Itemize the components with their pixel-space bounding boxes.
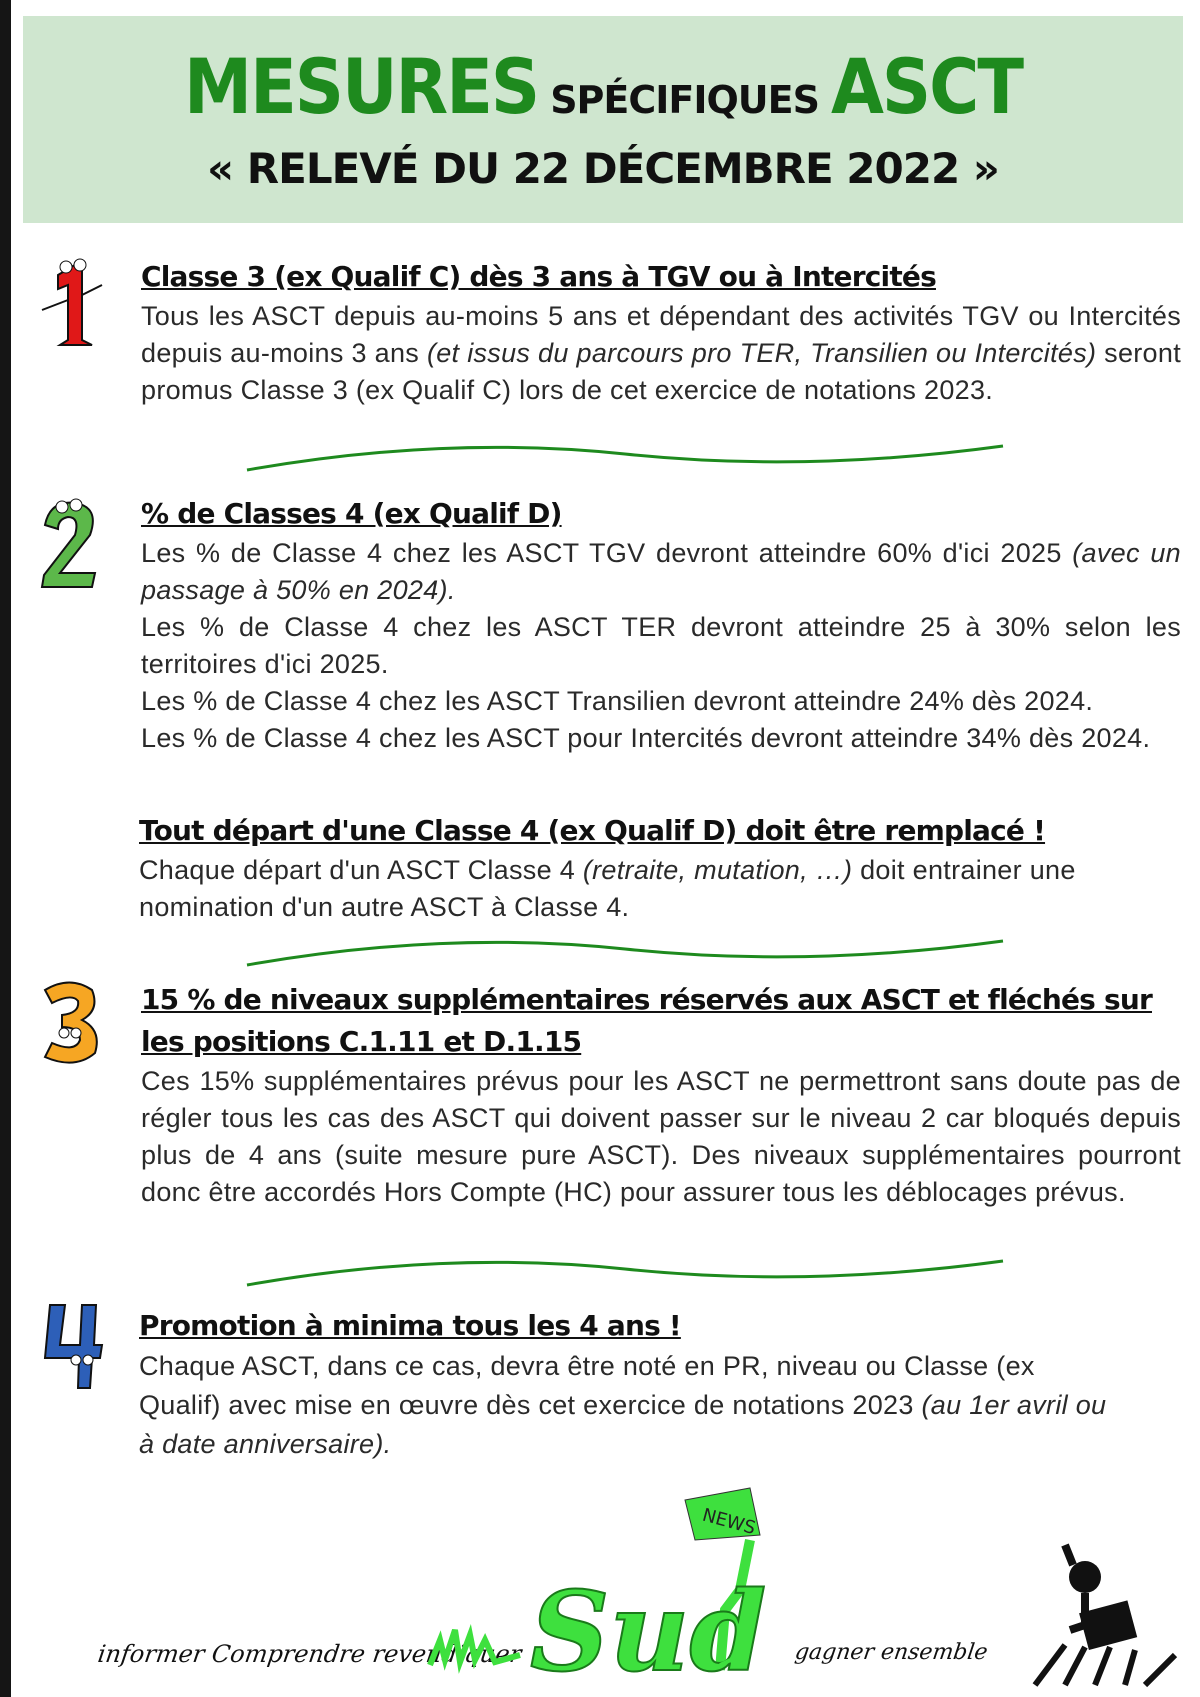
section-2 [141,493,1181,757]
section-2-line-2: Les % de Classe 4 chez les ASCT TER devront atteindre 25 à 30% selon les territoires d'ici 2025. [141,612,1181,679]
sud-rail-mascot-icon [1025,1535,1185,1695]
wave-divider [245,440,1005,476]
section-2-line-3: Les % de Classe 4 chez les ASCT Transilien devront atteindre 24% dès 2024. [141,686,1094,716]
section-4 [139,1305,1179,1464]
footer-slogan-left: informer Comprendre revendiquer [96,1640,524,1668]
section-1 [141,256,1181,409]
svg-text:NEWS: NEWS [700,1504,758,1539]
section-1-text: Tous les ASCT depuis au-moins 5 ans et dépendant des activités TGV ou Intercités depuis au-moins 3 ans (et issus du parcours pro TER, Transilien ou Intercités) seront promus Classe 3 (ex Qualif C) lors de cet exercice de notations 2023. [141,301,1181,405]
title-asct: ASCT [830,42,1022,131]
section-2-line-4: Les % de Classe 4 chez les ASCT pour Intercités devront atteindre 34% dès 2024. [141,723,1151,753]
section-2-heading: % de Classes 4 (ex Qualif D) [141,497,562,530]
section-2-line-1: Les % de Classe 4 chez les ASCT TGV devront atteindre 60% d'ici 2025 (avec un passage à 50% en 2024). [141,538,1181,605]
section-1-heading: Classe 3 (ex Qualif C) dès 3 ans à TGV ou à Intercités [141,260,936,293]
wave-divider [245,935,1005,971]
footer-slogan-right: gagner ensemble [793,1640,990,1665]
left-border [0,0,11,1697]
section-2-subheading: Tout départ d'une Classe 4 (ex Qualif D) doit être remplacé ! [139,814,1046,847]
wave-divider [245,1255,1005,1291]
section-3 [141,979,1181,1211]
title-mesures: MESURES [184,42,539,131]
sud-logo [420,1480,800,1690]
number-three-mascot-icon [30,975,110,1080]
section-4-heading: Promotion à minima tous les 4 ans ! [139,1309,681,1342]
section-2-sub-text: Chaque départ d'un ASCT Classe 4 (retraite, mutation, …) doit entrainer une nomination d'un autre ASCT à Classe 4. [139,855,1076,922]
section-4-text: Chaque ASCT, dans ce cas, devra être noté en PR, niveau ou Classe (ex Qualif) avec mise en œuvre dès cet exercice de notations 2023 (au 1er avril ou à date anniversaire). [139,1351,1107,1459]
title-specifiques: SPÉCIFIQUES [550,78,819,122]
number-four-mascot-icon [30,1300,110,1405]
header-banner [23,16,1183,223]
number-two-mascot-icon [30,495,110,600]
number-one-mascot-icon [30,255,110,360]
section-2-sub [139,810,1179,926]
section-3-text: Ces 15% supplémentaires prévus pour les ASCT ne permettront sans doute pas de régler tous les cas des ASCT qui doivent passer sur le niveau 2 car bloqués depuis plus de 4 ans (suite mesure pure ASCT). Des niveaux supplémentaires pourront donc être accordés Hors Compte (HC) pour assurer tous les déblocages prévus. [141,1066,1181,1207]
svg-text:Sud: Sud [530,1567,767,1690]
page-title [23,42,1183,131]
page-subtitle: « RELEVÉ DU 22 DÉCEMBRE 2022 » [207,144,999,193]
section-3-heading: 15 % de niveaux supplémentaires réservés aux ASCT et fléchés sur les positions C.1.11 et D.1.15 [141,983,1152,1058]
